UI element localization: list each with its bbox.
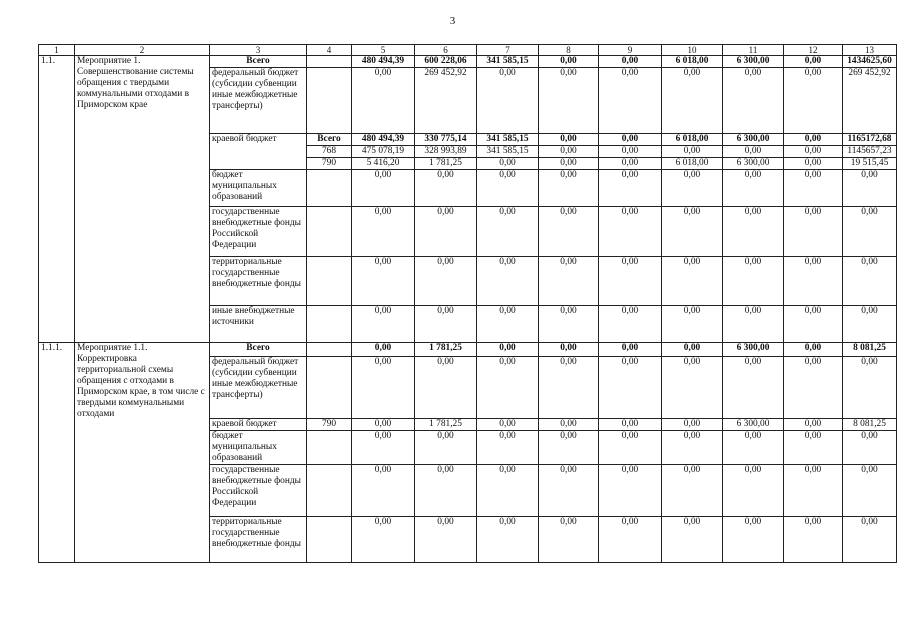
- budget-code: [307, 68, 352, 134]
- budget-code: [307, 306, 352, 343]
- value-cell: 0,00: [477, 419, 539, 431]
- funding-source: государственные внебюджетные фонды Российской Федерации: [210, 465, 307, 517]
- value-cell: 6 018,00: [662, 134, 723, 146]
- value-cell: 0,00: [539, 207, 599, 257]
- value-cell: 6 300,00: [723, 419, 784, 431]
- value-cell: 0,00: [599, 357, 662, 419]
- value-cell: 0,00: [352, 357, 415, 419]
- value-cell: 0,00: [784, 306, 843, 343]
- value-cell: 0,00: [662, 257, 723, 306]
- value-cell: 0,00: [784, 419, 843, 431]
- value-cell: 0,00: [352, 431, 415, 465]
- value-cell: 0,00: [843, 306, 897, 343]
- header-cell: 6: [415, 45, 477, 56]
- value-cell: 6 018,00: [662, 158, 723, 170]
- value-cell: 0,00: [662, 146, 723, 158]
- value-cell: 0,00: [599, 158, 662, 170]
- value-cell: 0,00: [477, 343, 539, 357]
- value-cell: 0,00: [599, 419, 662, 431]
- value-cell: 341 585,15: [477, 134, 539, 146]
- value-cell: 0,00: [477, 465, 539, 517]
- value-cell: 341 585,15: [477, 56, 539, 68]
- header-cell: 12: [784, 45, 843, 56]
- block-id: 1.1.1.: [39, 343, 75, 563]
- header-cell: 3: [210, 45, 307, 56]
- block-name: Мероприятие 1. Совершенствование системы обращения с твердыми коммунальными отходами в Приморском крае: [75, 56, 210, 343]
- funding-source: краевой бюджет: [210, 134, 307, 170]
- value-cell: 0,00: [415, 257, 477, 306]
- value-cell: 0,00: [723, 68, 784, 134]
- value-cell: 0,00: [784, 68, 843, 134]
- value-cell: 0,00: [784, 134, 843, 146]
- value-cell: 0,00: [599, 207, 662, 257]
- value-cell: 330 775,14: [415, 134, 477, 146]
- value-cell: 0,00: [477, 170, 539, 207]
- header-cell: 4: [307, 45, 352, 56]
- value-cell: 0,00: [723, 146, 784, 158]
- value-cell: 0,00: [539, 343, 599, 357]
- value-cell: 0,00: [843, 465, 897, 517]
- value-cell: 0,00: [784, 158, 843, 170]
- value-cell: 6 018,00: [662, 56, 723, 68]
- funding-source: краевой бюджет: [210, 419, 307, 431]
- funding-source: территориальные государственные внебюджетные фонды: [210, 517, 307, 563]
- value-cell: 0,00: [539, 419, 599, 431]
- header-row: [39, 45, 897, 56]
- value-cell: 0,00: [599, 465, 662, 517]
- budget-code: [307, 207, 352, 257]
- value-cell: 0,00: [415, 170, 477, 207]
- budget-code: 790: [307, 158, 352, 170]
- value-cell: 0,00: [723, 207, 784, 257]
- value-cell: 0,00: [784, 257, 843, 306]
- value-cell: 0,00: [415, 431, 477, 465]
- value-cell: 0,00: [784, 465, 843, 517]
- value-cell: 0,00: [723, 465, 784, 517]
- value-cell: 0,00: [539, 68, 599, 134]
- value-cell: 0,00: [539, 56, 599, 68]
- value-cell: 0,00: [723, 517, 784, 563]
- value-cell: 328 993,89: [415, 146, 477, 158]
- value-cell: 600 228,06: [415, 56, 477, 68]
- value-cell: 0,00: [784, 207, 843, 257]
- value-cell: 0,00: [352, 419, 415, 431]
- value-cell: 8 081,25: [843, 419, 897, 431]
- header-cell: 8: [539, 45, 599, 56]
- value-cell: 0,00: [662, 357, 723, 419]
- value-cell: 0,00: [415, 465, 477, 517]
- block-name: Мероприятие 1.1. Корректировка территориальной схемы обращения с отходами в Приморском крае, в том числе с твердыми коммунальными отходами: [75, 343, 210, 563]
- funding-source: территориальные государственные внебюджетные фонды: [210, 257, 307, 306]
- value-cell: 0,00: [784, 343, 843, 357]
- value-cell: 0,00: [415, 517, 477, 563]
- value-cell: 0,00: [784, 357, 843, 419]
- value-cell: 0,00: [352, 257, 415, 306]
- budget-table: [38, 44, 897, 563]
- value-cell: 0,00: [415, 357, 477, 419]
- value-cell: 0,00: [539, 465, 599, 517]
- value-cell: 0,00: [477, 431, 539, 465]
- value-cell: 0,00: [477, 357, 539, 419]
- value-cell: 1 781,25: [415, 419, 477, 431]
- table-row: [39, 56, 897, 68]
- value-cell: 6 300,00: [723, 158, 784, 170]
- value-cell: 0,00: [477, 257, 539, 306]
- funding-source: федеральный бюджет (субсидии субвенции иные межбюджетные трансферты): [210, 68, 307, 134]
- funding-source: Всего: [210, 56, 307, 68]
- value-cell: 0,00: [662, 465, 723, 517]
- value-cell: 0,00: [415, 207, 477, 257]
- value-cell: 0,00: [415, 306, 477, 343]
- value-cell: 0,00: [723, 306, 784, 343]
- value-cell: 1 781,25: [415, 158, 477, 170]
- header-cell: 1: [39, 45, 75, 56]
- value-cell: 0,00: [784, 431, 843, 465]
- value-cell: 0,00: [843, 207, 897, 257]
- header-cell: 7: [477, 45, 539, 56]
- value-cell: 0,00: [723, 170, 784, 207]
- value-cell: 0,00: [539, 170, 599, 207]
- value-cell: 0,00: [599, 68, 662, 134]
- value-cell: 0,00: [843, 257, 897, 306]
- value-cell: 0,00: [723, 357, 784, 419]
- value-cell: 480 494,39: [352, 134, 415, 146]
- value-cell: 0,00: [599, 306, 662, 343]
- budget-code: [307, 170, 352, 207]
- value-cell: 6 300,00: [723, 56, 784, 68]
- value-cell: 0,00: [477, 158, 539, 170]
- funding-source: Всего: [210, 343, 307, 357]
- value-cell: 0,00: [662, 419, 723, 431]
- value-cell: 0,00: [477, 207, 539, 257]
- budget-code: [307, 257, 352, 306]
- value-cell: 0,00: [784, 170, 843, 207]
- value-cell: 0,00: [599, 134, 662, 146]
- value-cell: 0,00: [599, 146, 662, 158]
- value-cell: 19 515,45: [843, 158, 897, 170]
- header-cell: 9: [599, 45, 662, 56]
- value-cell: 0,00: [843, 517, 897, 563]
- value-cell: 0,00: [784, 146, 843, 158]
- value-cell: 8 081,25: [843, 343, 897, 357]
- value-cell: 0,00: [352, 465, 415, 517]
- value-cell: 0,00: [843, 357, 897, 419]
- value-cell: 0,00: [539, 158, 599, 170]
- value-cell: 0,00: [477, 306, 539, 343]
- value-cell: 0,00: [723, 257, 784, 306]
- value-cell: 0,00: [477, 517, 539, 563]
- value-cell: 0,00: [784, 56, 843, 68]
- value-cell: 0,00: [539, 134, 599, 146]
- value-cell: 0,00: [599, 257, 662, 306]
- funding-source: бюджет муниципальных образований: [210, 170, 307, 207]
- value-cell: 480 494,39: [352, 56, 415, 68]
- value-cell: 1165172,68: [843, 134, 897, 146]
- value-cell: 0,00: [662, 170, 723, 207]
- header-cell: 11: [723, 45, 784, 56]
- value-cell: 0,00: [539, 306, 599, 343]
- value-cell: 0,00: [723, 431, 784, 465]
- budget-code: 790: [307, 419, 352, 431]
- value-cell: 0,00: [477, 68, 539, 134]
- budget-code: [307, 343, 352, 357]
- budget-code: [307, 517, 352, 563]
- value-cell: 0,00: [352, 517, 415, 563]
- budget-code: [307, 431, 352, 465]
- value-cell: 0,00: [352, 343, 415, 357]
- header-cell: 2: [75, 45, 210, 56]
- value-cell: 6 300,00: [723, 343, 784, 357]
- value-cell: 0,00: [662, 306, 723, 343]
- value-cell: 0,00: [843, 170, 897, 207]
- budget-code: 768: [307, 146, 352, 158]
- value-cell: 6 300,00: [723, 134, 784, 146]
- budget-code: [307, 357, 352, 419]
- funding-source: федеральный бюджет (субсидии субвенции иные межбюджетные трансферты): [210, 357, 307, 419]
- value-cell: 341 585,15: [477, 146, 539, 158]
- value-cell: 0,00: [539, 146, 599, 158]
- value-cell: 0,00: [662, 431, 723, 465]
- header-cell: 13: [843, 45, 897, 56]
- value-cell: 0,00: [539, 431, 599, 465]
- value-cell: 5 416,20: [352, 158, 415, 170]
- budget-code: Всего: [307, 134, 352, 146]
- value-cell: 0,00: [539, 257, 599, 306]
- value-cell: 0,00: [662, 343, 723, 357]
- value-cell: 0,00: [662, 68, 723, 134]
- value-cell: 0,00: [352, 68, 415, 134]
- value-cell: 0,00: [352, 306, 415, 343]
- block-id: 1.1.: [39, 56, 75, 343]
- funding-source: государственные внебюджетные фонды Российской Федерации: [210, 207, 307, 257]
- value-cell: 269 452,92: [415, 68, 477, 134]
- value-cell: 0,00: [539, 357, 599, 419]
- budget-code: [307, 56, 352, 68]
- funding-source: бюджет муниципальных образований: [210, 431, 307, 465]
- value-cell: 269 452,92: [843, 68, 897, 134]
- value-cell: 0,00: [599, 431, 662, 465]
- value-cell: 1 781,25: [415, 343, 477, 357]
- value-cell: 0,00: [784, 517, 843, 563]
- header-cell: 5: [352, 45, 415, 56]
- value-cell: 0,00: [599, 170, 662, 207]
- value-cell: 0,00: [662, 207, 723, 257]
- value-cell: 0,00: [599, 517, 662, 563]
- value-cell: 1434625,60: [843, 56, 897, 68]
- value-cell: 0,00: [599, 343, 662, 357]
- budget-code: [307, 465, 352, 517]
- header-cell: 10: [662, 45, 723, 56]
- value-cell: 0,00: [352, 170, 415, 207]
- value-cell: 0,00: [352, 207, 415, 257]
- table-row: [39, 343, 897, 357]
- value-cell: 475 078,19: [352, 146, 415, 158]
- value-cell: 0,00: [539, 517, 599, 563]
- value-cell: 0,00: [843, 431, 897, 465]
- funding-source: иные внебюджетные источники: [210, 306, 307, 343]
- value-cell: 1145657,23: [843, 146, 897, 158]
- table-body: [39, 45, 897, 563]
- value-cell: 0,00: [662, 517, 723, 563]
- page-number: 3: [449, 15, 456, 27]
- value-cell: 0,00: [599, 56, 662, 68]
